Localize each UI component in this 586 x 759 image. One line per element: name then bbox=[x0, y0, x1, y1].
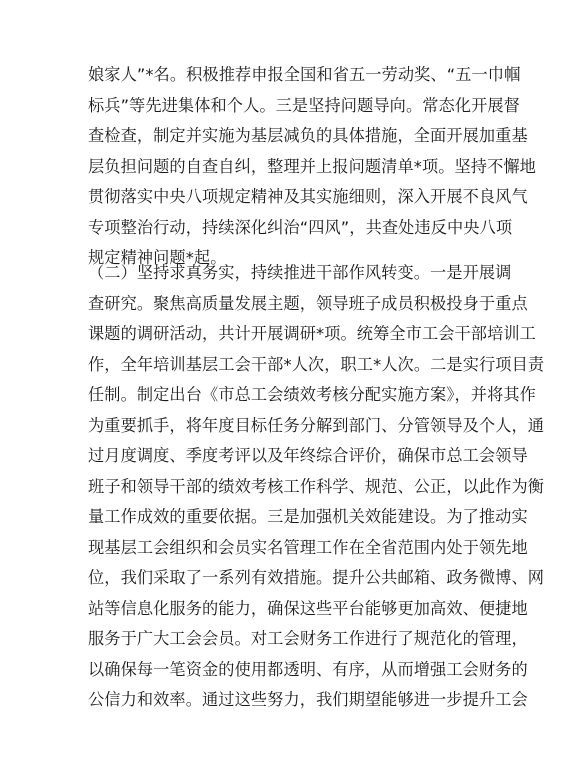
paragraph-2-line: 作，全年培训基层工会干部*人次，职工*人次。二是实行项目责 bbox=[88, 354, 545, 374]
paragraph-2-line: 现基层工会组织和会员实名管理工作在全省范围内处于领先地 bbox=[88, 537, 528, 557]
paragraph-1-line: 查检查，制定并实施为基层减负的具体措施，全面开展加重基 bbox=[88, 126, 528, 145]
paragraph-2-line: 服务于广大工会会员。对工会财务工作进行了规范化的管理， bbox=[88, 629, 528, 648]
paragraph-2-line: 班子和领导干部的绩效考核工作科学、规范、公正，以此作为衡 bbox=[88, 476, 545, 496]
paragraph-1-line: 标兵”等先进集体和个人。三是坚持问题导向。常态化开展督 bbox=[88, 95, 520, 115]
paragraph-2-line: 查研究。聚焦高质量发展主题，领导班子成员积极投身于重点 bbox=[88, 293, 528, 313]
paragraph-1-line: 专项整治行动，持续深化纠治“四风”，共查处违反中央八项 bbox=[88, 217, 513, 237]
paragraph-2-line: 课题的调研活动，共计开展调研*项。统筹全市工会干部培训工 bbox=[88, 324, 536, 343]
paragraph-1-line: 层负担问题的自查自纠，整理并上报问题清单*项。坚持不懈地 bbox=[88, 156, 536, 176]
paragraph-2-line: 量工作成效的重要依据。三是加强机关效能建设。为了推动实 bbox=[88, 507, 528, 526]
paragraph-2-line: 站等信息化服务的能力，确保这些平台能够更加高效、便捷地 bbox=[88, 598, 528, 618]
paragraph-2 bbox=[88, 258, 545, 716]
paragraph-1-line: 规定精神问题*起。 bbox=[88, 248, 227, 267]
paragraph-2-line: 过月度调度、季度考评以及年终综合评价，确保市总工会领导 bbox=[88, 446, 528, 465]
paragraph-1-line: 贯彻落实中央八项规定精神及其实施细则，深入开展不良风气 bbox=[88, 187, 528, 206]
paragraph-2-line: （二）坚持求真务实，持续推进干部作风转变。一是开展调 bbox=[88, 263, 512, 282]
paragraph-1-line: 娘家人”*名。积极推荐申报全国和省五一劳动奖、“五一巾帼 bbox=[88, 65, 521, 84]
paragraph-2-line: 为重要抓手，将年度目标任务分解到部门、分管领导及个人，通 bbox=[88, 415, 545, 435]
paragraph-2-line: 任制。制定出台《市总工会绩效考核分配实施方案》，并将其作 bbox=[88, 385, 536, 404]
paragraph-1 bbox=[88, 60, 536, 274]
paragraph-2-line: 位，我们采取了一系列有效措施。提升公共邮箱、政务微博、网 bbox=[88, 568, 545, 587]
paragraph-2-line: 公信力和效率。通过这些努力，我们期望能够进一步提升工会 bbox=[88, 690, 528, 709]
paragraph-2-line: 以确保每一笔资金的使用都透明、有序，从而增强工会财务的 bbox=[88, 659, 528, 679]
